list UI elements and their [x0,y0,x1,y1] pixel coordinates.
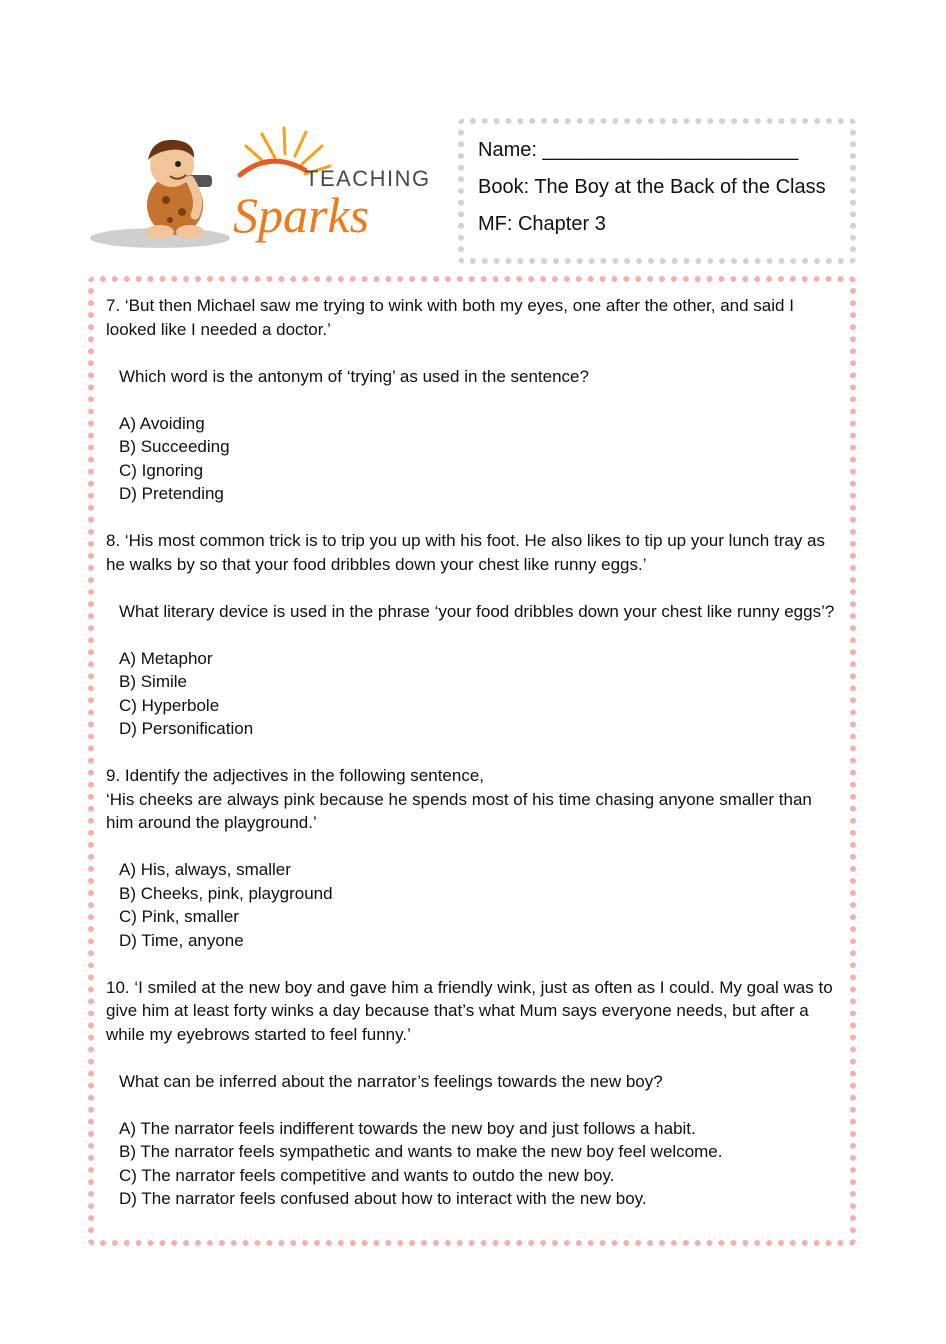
option: A) Metaphor [119,648,213,668]
logo-text-top: TEACHING [305,166,431,191]
option: C) Hyperbole [119,695,220,715]
question-text: What can be inferred about the narrator’s feelings towards the new boy? [119,1071,663,1091]
logo-graphic [90,120,440,260]
option: A) The narrator feels indifferent towards the new boy and just follows a habit. [119,1118,696,1138]
option: C) The narrator feels competitive and wants to outdo the new boy. [119,1165,615,1185]
option: A) His, always, smaller [119,860,291,879]
option: D) Time, anyone [119,930,244,950]
question-7 [106,294,838,529]
question-text: Which word is the antonym of ‘trying’ as used in the sentence? [119,366,589,386]
option: B) Cheeks, pink, playground [119,883,333,903]
book-line: Book: The Boy at the Back of the Class [478,176,826,198]
question-prompt: 10. ‘I smiled at the new boy and gave him a friendly wink, just as often as I could. My goal was to give him at least forty winks a day because that’s what Mum says everyone needs, but after a while my eyebrows started to feel funny.’ [106,977,833,1044]
question-quote: ‘His cheeks are always pink because he spends most of his time chasing anyone smaller than him around the playground.’ [106,789,812,832]
option: C) Pink, smaller [119,907,239,926]
question-prompt: 9. Identify the adjectives in the following sentence, [106,766,485,785]
option: B) The narrator feels sympathetic and wants to make the new boy feel welcome. [119,1142,723,1161]
name-line: Name: _______________________ [478,139,799,161]
option: D) Personification [119,719,254,738]
option: D) Pretending [119,484,224,503]
chapter-line: MF: Chapter 3 [478,213,606,235]
questions-box [88,276,856,1246]
question-text: What literary device is used in the phrase ‘your food dribbles down your chest like runny eggs’? [119,601,835,621]
question-8 [106,529,838,764]
student-info-box [458,118,856,264]
question-10 [106,976,838,1211]
logo-text-bottom: Sparks [233,187,370,243]
question-9 [106,764,838,976]
question-prompt: 8. ‘His most common trick is to trip you up with his foot. He also likes to tip up your lunch tray as he walks by so that your food dribbles down your chest like runny eggs.’ [106,531,826,574]
option: B) Simile [119,672,188,691]
option: D) The narrator feels confused about how to interact with the new boy. [119,1189,647,1208]
teaching-sparks-logo [90,120,440,260]
option: C) Ignoring [119,460,204,480]
option: A) Avoiding [119,413,205,433]
question-prompt: 7. ‘But then Michael saw me trying to wink with both my eyes, one after the other, and said I looked like I needed a doctor.’ [106,296,794,339]
option: B) Succeeding [119,437,230,456]
